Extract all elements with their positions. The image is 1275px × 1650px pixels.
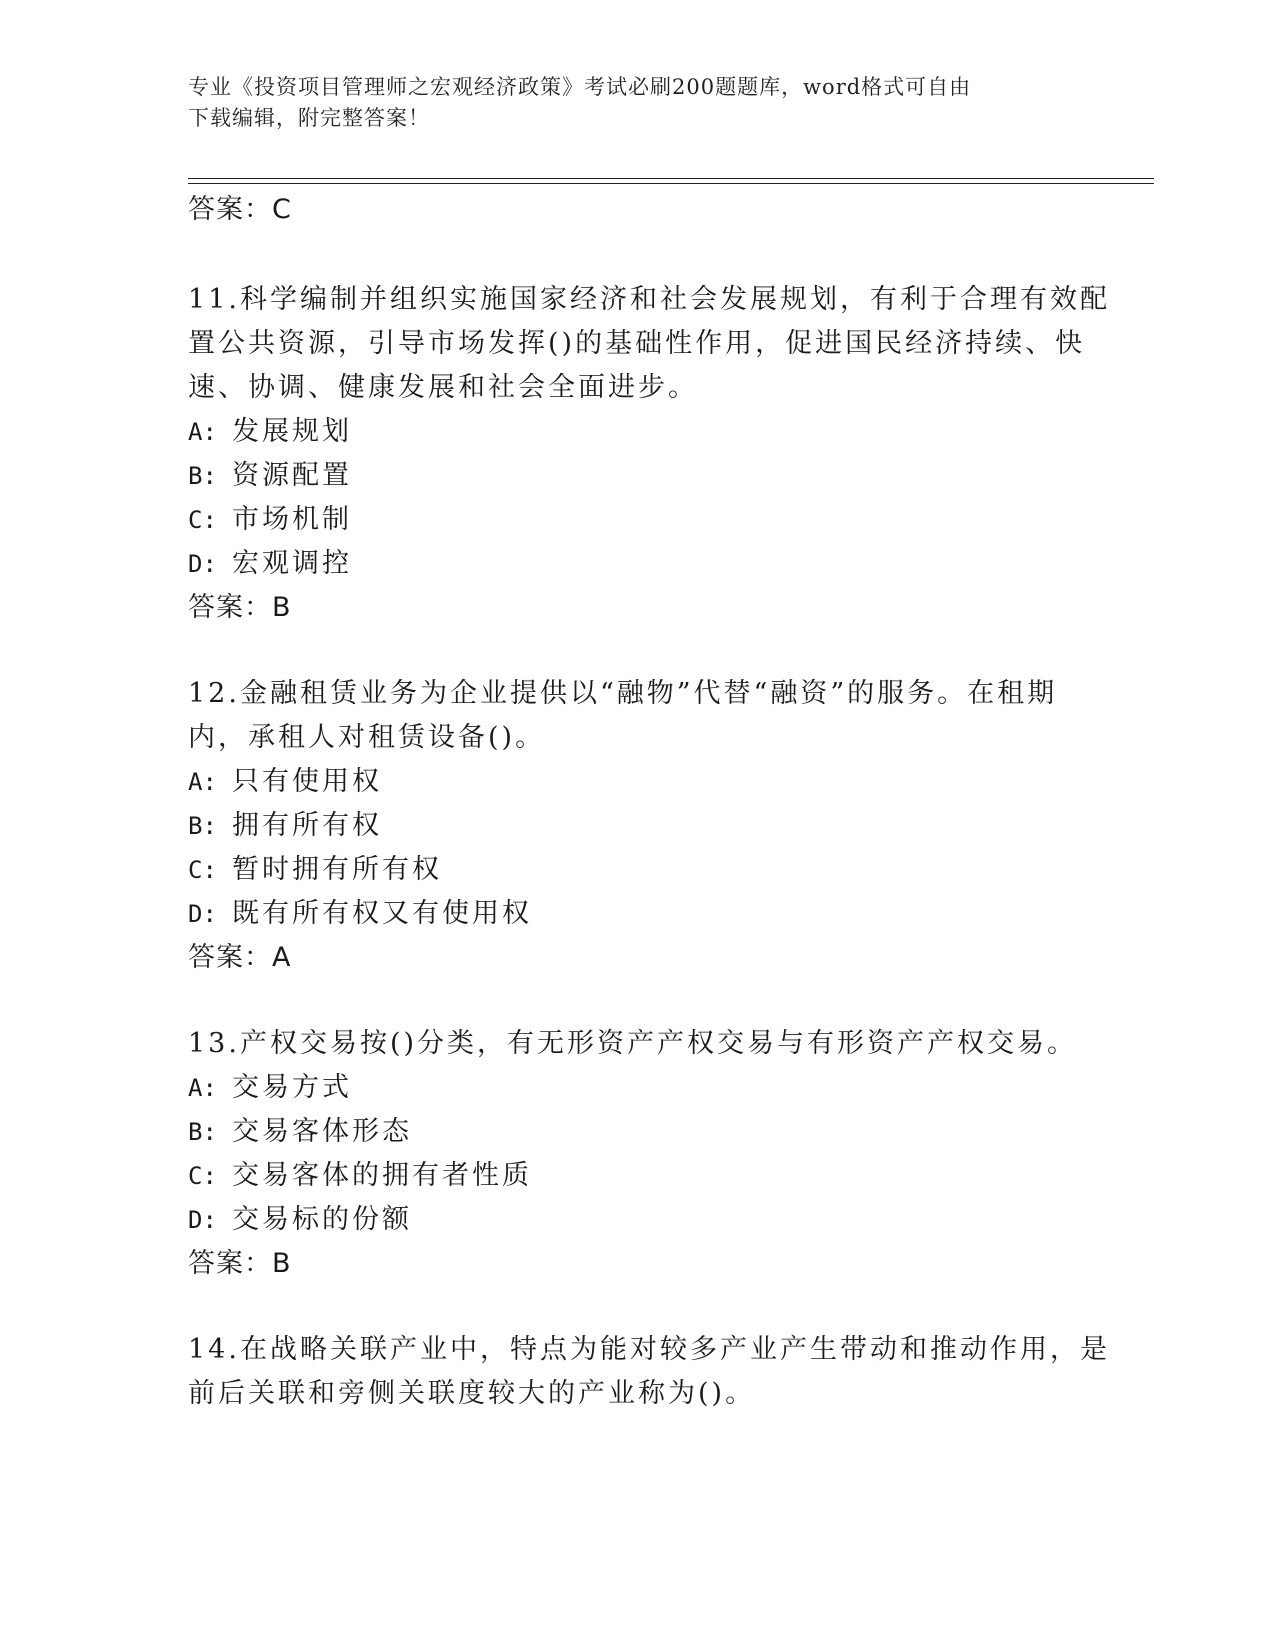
- question-13-option-c: [188, 1159, 532, 1193]
- option-letter: B:: [188, 812, 217, 840]
- option-letter: B:: [188, 462, 217, 490]
- question-11-line-1: 11.科学编制并组织实施国家经济和社会发展规划，有利于合理有效配: [188, 284, 1110, 315]
- header-rule-bottom: [188, 183, 1154, 184]
- question-12-answer: 答案：A: [188, 942, 292, 973]
- header-line-1: 专业《投资项目管理师之宏观经济政策》考试必刷200题题库，word格式可自由: [188, 75, 972, 99]
- question-13-option-a: [188, 1071, 352, 1105]
- question-13-line-1: 13.产权交易按()分类，有无形资产产权交易与有形资产产权交易。: [188, 1028, 1078, 1059]
- question-13-option-d: [188, 1203, 412, 1237]
- option-letter: C:: [188, 856, 217, 884]
- option-text: 只有使用权: [232, 766, 382, 797]
- option-letter: A:: [188, 768, 217, 796]
- question-12-option-d: [188, 897, 532, 931]
- option-letter: C:: [188, 1162, 217, 1190]
- question-12-option-a: [188, 765, 382, 799]
- question-13-option-b: [188, 1115, 412, 1149]
- question-11-line-2: 置公共资源，引导市场发挥()的基础性作用，促进国民经济持续、快: [188, 328, 1086, 359]
- question-11-line-3: 速、协调、健康发展和社会全面进步。: [188, 372, 698, 403]
- option-text: 交易标的份额: [232, 1204, 412, 1235]
- option-text: 资源配置: [232, 460, 352, 491]
- option-letter: A:: [188, 1074, 217, 1102]
- header-line-2: 下载编辑，附完整答案！: [188, 106, 430, 130]
- question-12-line-2: 内，承租人对租赁设备()。: [188, 722, 546, 753]
- option-letter: A:: [188, 418, 217, 446]
- option-text: 交易客体形态: [232, 1116, 412, 1147]
- option-letter: B:: [188, 1118, 217, 1146]
- option-letter: D:: [188, 1206, 217, 1234]
- option-letter: D:: [188, 550, 217, 578]
- question-11-option-b: [188, 459, 352, 493]
- option-text: 交易方式: [232, 1072, 352, 1103]
- question-12-line-1: 12.金融租赁业务为企业提供以“融物”代替“融资”的服务。在租期: [188, 678, 1058, 709]
- header-rule-top: [188, 178, 1154, 179]
- question-11-option-a: [188, 415, 352, 449]
- option-text: 暂时拥有所有权: [232, 854, 442, 885]
- question-13-answer: 答案：B: [188, 1248, 292, 1279]
- option-text: 发展规划: [232, 416, 352, 447]
- question-14-line-1: 14.在战略关联产业中，特点为能对较多产业产生带动和推动作用，是: [188, 1334, 1110, 1365]
- option-text: 宏观调控: [232, 548, 352, 579]
- option-letter: D:: [188, 900, 217, 928]
- question-11-option-c: [188, 503, 352, 537]
- previous-answer: 答案：C: [188, 194, 292, 225]
- option-text: 交易客体的拥有者性质: [232, 1160, 532, 1191]
- option-text: 既有所有权又有使用权: [232, 898, 532, 929]
- option-text: 市场机制: [232, 504, 352, 535]
- question-12-option-c: [188, 853, 442, 887]
- question-11-answer: 答案：B: [188, 592, 292, 623]
- question-14-line-2: 前后关联和旁侧关联度较大的产业称为()。: [188, 1378, 756, 1409]
- option-text: 拥有所有权: [232, 810, 382, 841]
- question-11-option-d: [188, 547, 352, 581]
- question-12-option-b: [188, 809, 382, 843]
- option-letter: C:: [188, 506, 217, 534]
- document-header: [188, 72, 1088, 134]
